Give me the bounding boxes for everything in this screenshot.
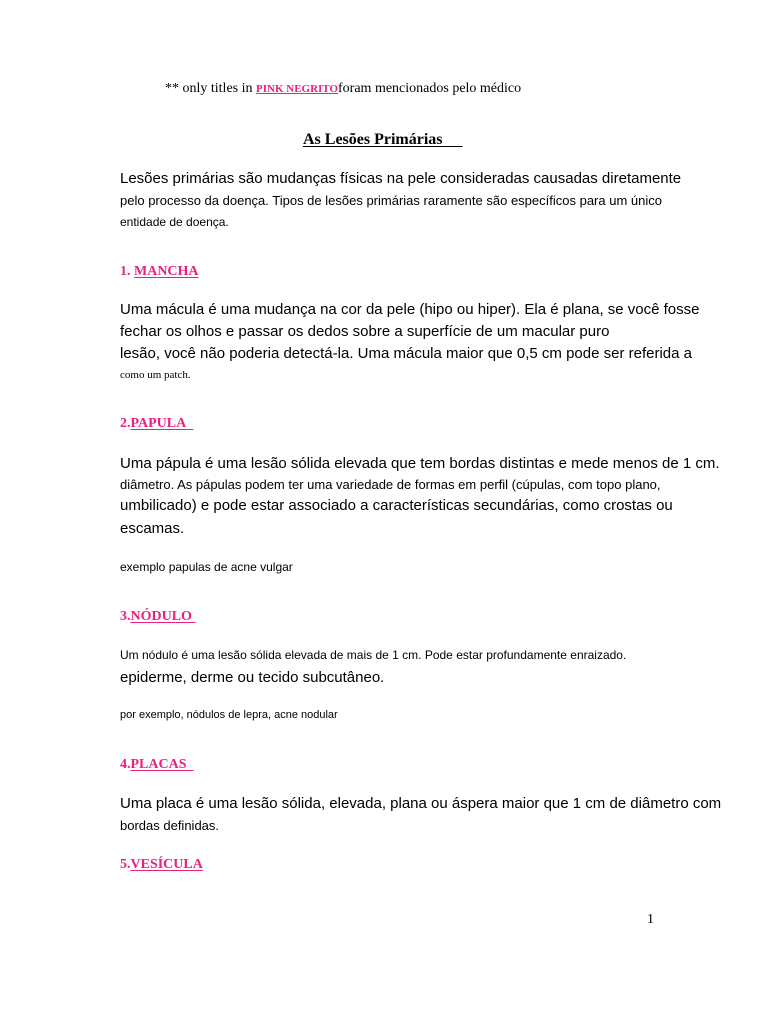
section-number: 4.: [120, 757, 131, 772]
note-prefix: ** only titles in: [165, 81, 256, 96]
section-name: PAPULA: [130, 416, 187, 431]
doc-note: [165, 81, 521, 97]
section-number: 3.: [120, 609, 131, 624]
section-number: 2.: [120, 416, 131, 431]
section-name: MANCHA: [134, 264, 199, 279]
section-heading-mancha: [120, 264, 199, 280]
placas-line-1: Uma placa é uma lesão sólida, elevada, plana ou áspera maior que 1 cm de diâmetro com: [120, 795, 722, 812]
nodulo-line-1: Um nódulo é uma lesão sólida elevada de mais de 1 cm. Pode estar profundamente enraizado.: [120, 648, 627, 662]
note-pink-tag: PINK NEGRITO: [256, 83, 339, 95]
mancha-line-4: como um patch.: [120, 369, 191, 381]
section-name: VESÍCULA: [130, 857, 203, 872]
section-heading-vesicula: [120, 857, 203, 873]
placas-line-2: bordas definidas.: [120, 818, 220, 833]
section-number: 1.: [120, 264, 134, 279]
intro-line-1: Lesões primárias são mudanças físicas na pele consideradas causadas diretamente: [120, 170, 682, 187]
papula-line-4: escamas.: [120, 520, 185, 537]
section-name: NÓDULO: [130, 609, 192, 624]
section-heading-nodulo: [120, 609, 195, 625]
note-suffix: foram mencionados pelo médico: [338, 81, 522, 96]
mancha-line-1: Uma mácula é uma mudança na cor da pele (hipo ou hiper). Ela é plana, se você fosse: [120, 301, 700, 318]
section-heading-placas: [120, 757, 194, 773]
section-number: 5.: [120, 857, 131, 872]
papula-example: exemplo papulas de acne vulgar: [120, 560, 293, 574]
intro-line-3: entidade de doença.: [120, 215, 229, 229]
papula-line-3: umbilicado) e pode estar associado a características secundárias, como crostas ou: [120, 497, 673, 514]
nodulo-line-2: epiderme, derme ou tecido subcutâneo.: [120, 669, 385, 686]
papula-line-2: diâmetro. As pápulas podem ter uma variedade de formas em perfil (cúpulas, com topo plano,: [120, 477, 661, 492]
page-number: 1: [647, 912, 654, 927]
page-title: As Lesões Primárias: [303, 131, 443, 148]
mancha-line-3: lesão, você não poderia detectá-la. Uma mácula maior que 0,5 cm pode ser referida a: [120, 345, 692, 362]
section-name: PLACAS: [130, 757, 187, 772]
mancha-line-2: fechar os olhos e passar os dedos sobre a superfície de um macular puro: [120, 323, 610, 340]
intro-line-2: pelo processo da doença. Tipos de lesões primárias raramente são específicos para um único: [120, 193, 662, 208]
section-heading-papula: [120, 416, 193, 432]
nodulo-example: por exemplo, nódulos de lepra, acne nodular: [120, 709, 338, 721]
papula-line-1: Uma pápula é uma lesão sólida elevada que tem bordas distintas e mede menos de 1 cm.: [120, 455, 720, 472]
